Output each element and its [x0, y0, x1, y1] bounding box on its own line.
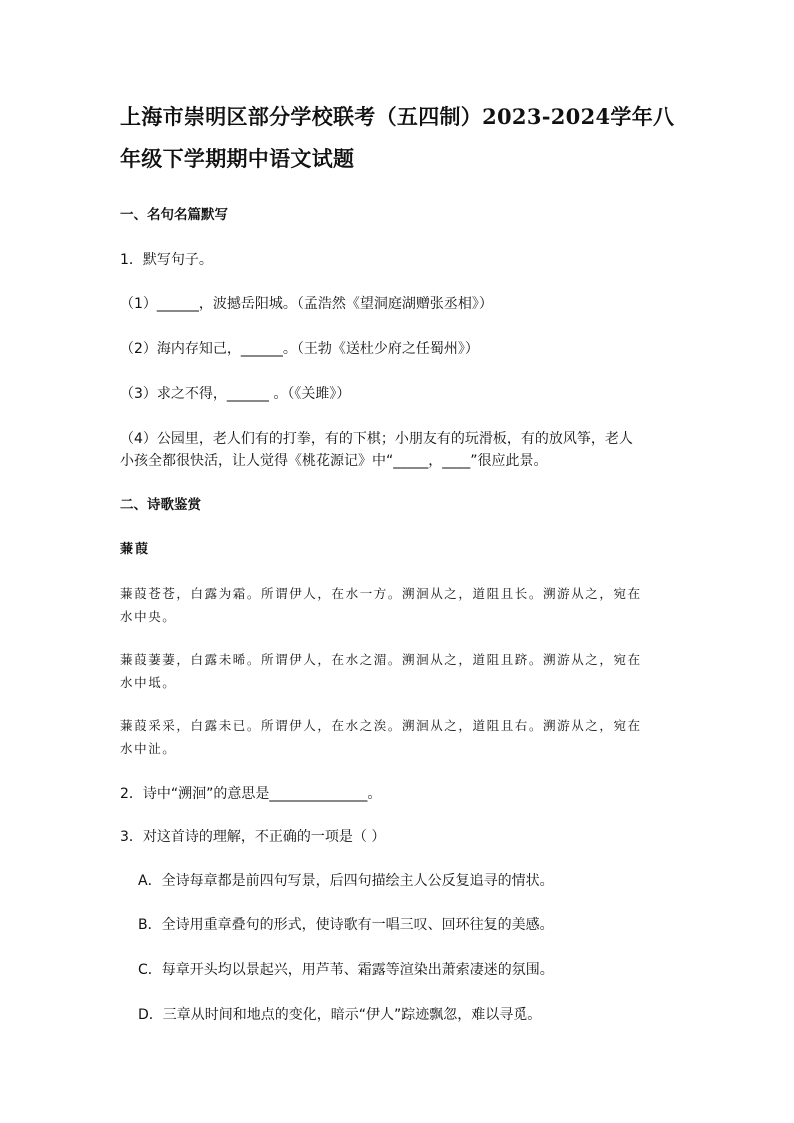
question-1-part-4-line-2: 小孩全都很快活，让人觉得《桃花源记》中“_____，____”很应此景。 [120, 453, 548, 469]
question-2: 2．诗中“溯洄”的意思是______________。 [120, 786, 382, 802]
page-title: 上海市崇明区部分学校联考（五四制）2023-2024学年八年级下学期期中语文试题 [120, 104, 675, 171]
poem-stanza-1-line-1: 蒹葭苍苍，白露为霜。所谓伊人，在水一方。溯洄从之，道阻且长。溯游从之，宛在 [120, 586, 642, 601]
question-3-option-a: A．全诗每章都是前四句写景，后四句描绘主人公反复追寻的情状。 [138, 873, 554, 889]
poem-stanza-2-line-1: 蒹葭萋萋，白露未晞。所谓伊人，在水之湄。溯洄从之，道阻且跻。溯游从之，宛在 [120, 652, 642, 667]
question-1-part-2: （2）海内存知己，______。（王勃《送杜少府之任蜀州》） [120, 341, 479, 357]
question-1-stem: 1．默写句子。 [120, 252, 213, 268]
section-heading-dictation: 一、名句名篇默写 [120, 207, 228, 223]
poem-stanza-3-line-2: 水中沚。 [120, 741, 177, 756]
question-3-stem: 3．对这首诗的理解，不正确的一项是（ ） [120, 829, 386, 845]
question-3-option-d: D．三章从时间和地点的变化，暗示“伊人”踪迹飘忽，难以寻觅。 [138, 1007, 542, 1023]
question-3-option-b: B．全诗用重章叠句的形式，使诗歌有一唱三叹、回环往复的美感。 [138, 917, 554, 933]
poem-title: 蒹葭 [120, 542, 151, 557]
section-heading-poetry: 二、诗歌鉴赏 [120, 497, 201, 513]
poem-stanza-2-line-2: 水中坻。 [120, 675, 177, 690]
question-1-part-3: （3）求之不得，______ 。（《关雎》） [120, 386, 351, 402]
question-1-part-4-line-1: （4）公园里，老人们有的打拳，有的下棋；小朋友有的玩滑板，有的放风筝，老人 [120, 431, 633, 447]
poem-stanza-1-line-2: 水中央。 [120, 609, 177, 624]
question-3-option-c: C．每章开头均以景起兴，用芦苇、霜露等渲染出萧索凄迷的氛围。 [138, 962, 554, 978]
poem-stanza-3-line-1: 蒹葭采采，白露未已。所谓伊人，在水之涘。溯洄从之，道阻且右。溯游从之，宛在 [120, 718, 642, 733]
question-1-part-1: （1）______，波撼岳阳城。（孟浩然《望洞庭湖赠张丞相》） [120, 296, 493, 312]
